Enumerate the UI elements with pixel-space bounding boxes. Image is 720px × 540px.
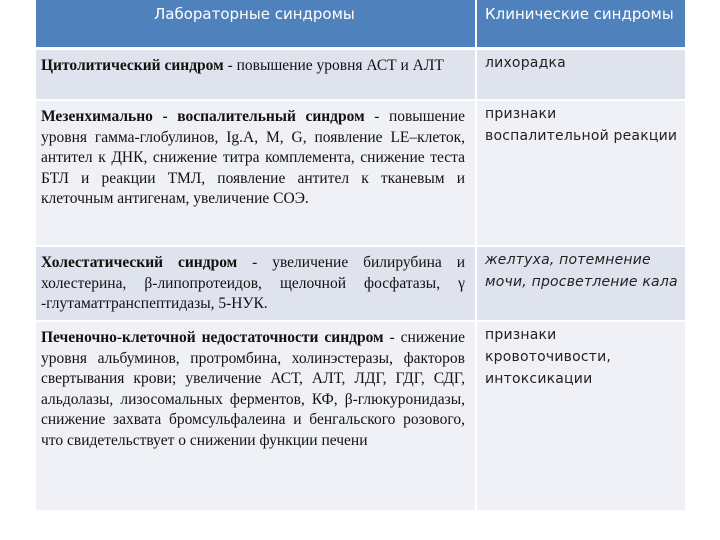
clinical-cell: желтуха, потемнение мочи, просветление кала: [477, 247, 685, 322]
laboratory-cell: [36, 322, 477, 512]
table-header-row: [36, 0, 685, 50]
clinical-cell: лихорадка: [477, 50, 685, 101]
laboratory-cell: [36, 50, 477, 101]
syndrome-description: - повышение уровня АСТ и АЛТ: [223, 57, 444, 74]
syndrome-description: - снижение уровня альбуминов, протромбина, холинэстеразы, факторов свертывания крови; увеличение АСТ, АЛТ, ЛДГ, ГДГ, СДГ, альдолазы, лизосомальных ферментов, КФ, β-глюкуронидазы, снижение захвата бромсульфалеина и бенгальского розового, что свидетельствует о снижении функции печени: [41, 329, 465, 449]
syndrome-title: Цитолитический синдром: [41, 57, 224, 74]
table-row: [36, 101, 685, 247]
syndrome-description: - увеличение билирубина и холестерина, β-липопротеидов, щелочной фосфатазы, γ -глутаматтранспептидазы, 5-НУК.: [41, 254, 465, 312]
table-row: [36, 50, 685, 101]
clinical-cell: признаки кровоточивости, интоксикации: [477, 322, 685, 512]
table-row: [36, 322, 685, 512]
laboratory-cell: [36, 247, 477, 322]
syndrome-description: - повышение уровня гамма-глобулинов, Ig.A, M, G, появление LE–клеток, антител к ДНК, снижение титра комплемента, снижение теста БТЛ и реакции ТМЛ, появление антител к тканевым и клеточным антигенам, увеличение СОЭ.: [41, 108, 466, 207]
table-row: [36, 247, 685, 322]
header-clinical-syndromes: Клинические синдромы: [477, 0, 685, 50]
syndromes-table: [36, 0, 685, 512]
syndrome-title: Мезенхимально - воспалительный синдром: [41, 108, 365, 125]
clinical-cell: признаки воспалительной реакции: [477, 101, 685, 247]
laboratory-cell: [36, 101, 477, 247]
header-laboratory-syndromes: Лабораторные синдромы: [36, 0, 477, 50]
syndrome-title: Печеночно-клеточной недостаточности синдром: [41, 329, 384, 346]
syndrome-title: Холестатический синдром: [41, 254, 238, 271]
